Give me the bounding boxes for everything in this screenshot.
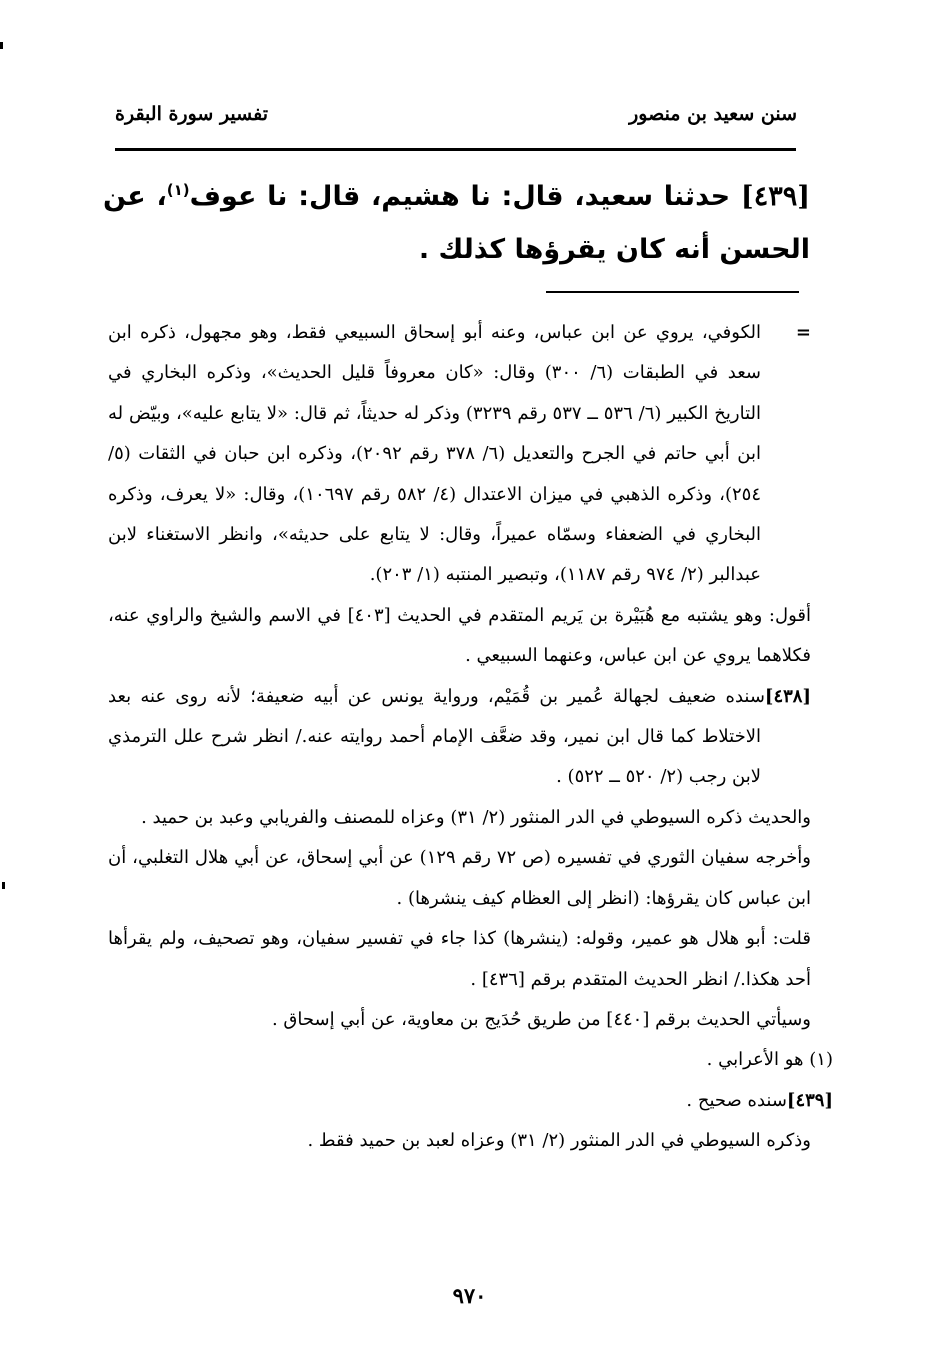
hadith-number: [٤٣٩] [740, 181, 810, 212]
hadith-text-after-ref: ، عن الحسن أنه كان يقرؤها كذلك . [103, 181, 810, 265]
footnotes [108, 313, 833, 1162]
note-439-text: سنده صحيح . [686, 1089, 787, 1111]
footnote-1: (١) هو الأعرابي . [706, 1049, 833, 1071]
scan-mark [0, 42, 3, 49]
running-header [115, 98, 797, 130]
note-438-text: سنده ضعيف لجهالة عُمير بن قُمَيْم، ورواية يونس عن أبيه ضعيفة؛ لأنه روى عنه بعد الاختلاط كما قال ابن نمير، وقد ضعَّف الإمام أحمد روايته عنه./ انظر شرح علل الترمذي لابن رجب (٢/ ٥٢٠ ــ ٥٢٢) . [108, 685, 765, 788]
header-book-title: سنن سعيد بن منصور [629, 103, 797, 125]
note-439 [108, 1081, 833, 1121]
note-continuation-text: الكوفي، يروي عن ابن عباس، وعنه أبو إسحاق السبيعي فقط، وهو مجهول، ذكره ابن سعد في الطبقات (٦/ ٣٠٠) وقال: «كان معروفاً قليل الحديث»، وذكره البخاري في التاريخ الكبير (٦/ ٥٣٦ ــ ٥٣٧ رقم ٣٢٣٩) وذكر له حديثاً، ثم قال: «لا يتابع عليه»، وبيّض له ابن أبي حاتم في الجرح والتعديل (٦/ ٣٧٨ رقم ٢٠٩٢)، وذكره ابن حبان في الثقات (٥/ ٢٥٤)، وذكره الذهبي في ميزان الاعتدال (٤/ ٥٨٢ رقم ١٠٦٩٧)، وقال: «لا يعرف، وذكره البخاري في الضعفاء وسمّاه عميراً، وقال: لا يتابع على حديثه»، وانظر الاستغناء لابن عبدالبر (٢/ ٩٧٤ رقم ١١٨٧)، وتبصير المنتبه (١/ ٢٠٣). [108, 322, 761, 586]
note-438 [108, 677, 811, 798]
note-438-paragraph: قلت: أبو هلال هو عمير، وقوله: (ينشرها) كذا جاء في تفسير سفيان، وهو تصحيف، ولم يقرأها أحد هكذا./ انظر الحديث المتقدم برقم [٤٣٦] . [108, 928, 811, 990]
header-section-title: تفسير سورة البقرة [115, 103, 269, 125]
note-438-paragraph: والحديث ذكره السيوطي في الدر المنثور (٢/ ٣١) وعزاه للمصنف والفريابي وعبد بن حميد . [141, 806, 811, 828]
note-438-paragraph: وأخرجه سفيان الثوري في تفسيره (ص ٧٢ رقم ١٢٩) عن أبي إسحاق، عن أبي هلال التغلبي، أن ابن عباس كان يقرؤها: (انظر إلى العظام كيف ينشرها) . [108, 847, 811, 909]
note-439-tag: [٤٣٩] [786, 1089, 833, 1111]
hadith-text-before-ref: حدثنا سعيد، قال: نا هشيم، قال: نا عوف [189, 181, 731, 212]
footnote-ref: (١) [166, 181, 190, 199]
note-aqool: أقول: وهو يشتبه مع هُبَيْرة بن يَريم المتقدم في الحديث [٤٠٣] في الاسم والشيخ والراوي عنه، فكلاهما يروي عن ابن عباس، وعنهما السبيعي . [108, 604, 811, 667]
note-439-paragraph: وذكره السيوطي في الدر المنثور (٢/ ٣١) وعزاه لعبد بن حميد فقط . [307, 1130, 811, 1152]
note-438-paragraph: وسيأتي الحديث برقم [٤٤٠] من طريق حُدَيج بن معاوية، عن أبي إسحاق . [271, 1008, 811, 1030]
hadith-text [103, 170, 810, 276]
header-rule [115, 148, 796, 151]
scan-mark [2, 882, 5, 889]
note-438-tag: [٤٣٨] [764, 685, 811, 707]
continuation-mark: = [795, 322, 811, 343]
page-number: ٩٧٠ [452, 1283, 487, 1308]
note-continuation [108, 313, 811, 596]
footnote-separator [546, 291, 799, 293]
